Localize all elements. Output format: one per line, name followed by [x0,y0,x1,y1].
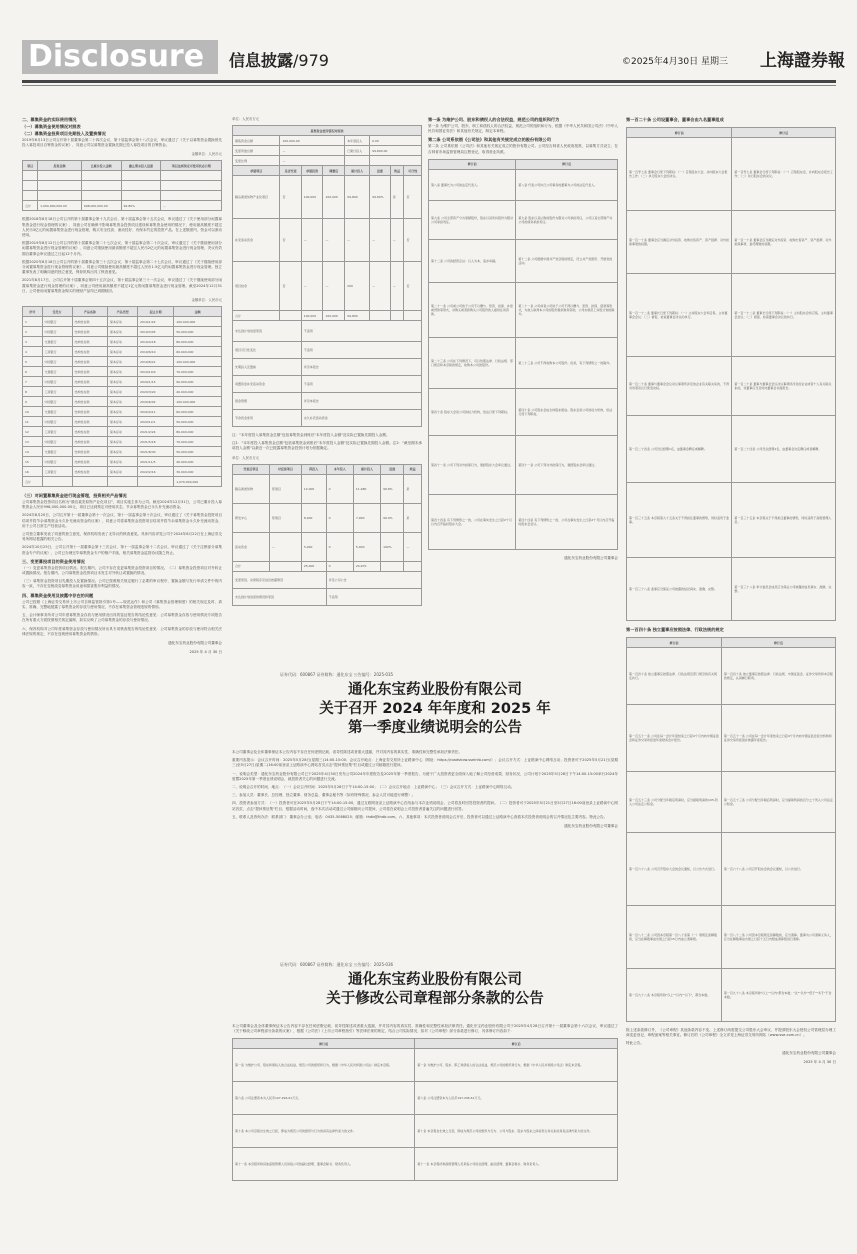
col1-heading-3: （二）募集资金投资项目先期投入及置换情况 [22,131,106,136]
announcement-2-code: 证券代码：600867 证券简称：通化东宝 公告编号：2025-036 [280,962,394,967]
announcement-1-signature: 通化东宝药业股份有限公司董事会 [564,824,618,829]
body-text: 2019年6月13日公司召开第十届董事会第二十四次会议、第十届监事会第十八次会议，审议通过了《关于以募集资金置换预先投入募投项目自筹资金的议案》，同意公司以募集资金置换先期已投入募投项目的自筹资金。 [22,138,222,148]
announcement-2-body [232,1024,618,1229]
body-text: 本公司董事会及全体董事保证本公告内容不存在任何虚假记载、误导性陈述或者重大遗漏，并对其内容的真实性、准确性和完整性承担法律责任。通化东宝药业股份有限公司于2025年4月28日召开第十一届董事会第十六次会议，审议通过了《关于修改公司章程部分条款的议案》，根据《公司法》《上市公司章程指引》等法律法规的规定，结合公司实际情况，拟对《公司章程》部分条款进行修订，具体修订内容如下： [232,1024,618,1034]
col1-heading-1: 二、募集资金的实际使用情况 [22,117,77,122]
section-title [229,48,329,71]
announcement-1-title-1: 关于召开 2024 年年度和 2025 年 [319,701,551,717]
body-text: 五、联系人及咨询办法：联系部门：董事会办公室；电话：0435-5088025；邮箱：thdb@thdb.com。六、其他事项：本次投资者说明会召开后，投资者可以通过上证路演中心查看本次投资者说明会的召开情况及主要内容。特此公告。 [232,814,608,819]
col4-amend-table: 修订前 修订后 第一百零七条 董事会行使下列职权：（一）召集股东大会，并向股东大会报告工作；（二）执行股东大会的决议。 第一百零七条 董事会行使下列职权：（一）召集股东会，并向股东会报告工作；（二）执行股东会的决议。 第一百一十条 董事会应当确定对外投资、收购出售资产、资产抵押、对外担保事项的权限。 第一百一十条 董事会应当确定对外投资、收购出售资产、资产抵押、对外担保事项、委托理财的权限。 第一百一十二条 董事长行使下列职权：（一）主持股东大会和召集、主持董事会会议；（二）督促、检查董事会决议的执行。 第一百一十二条 董事长行使下列职权：（一）主持股东会和召集、主持董事会会议；（二）督促、检查董事会决议的执行。 第一百二十条 董事与董事会会议决议事项所涉及的企业有关联关系的，不得对该项决议行使表决权。 第一百二十条 董事与董事会会议决议事项所涉及的企业或者个人有关联关系的，该董事应当及时向董事会书面报告。 第一百二十四条 公司设总经理1名，由董事会聘任或解聘。 第一百二十四条 公司设总经理1名，由董事会决定聘任或者解聘。 第一百三十五条 本章程第九十五条关于不得担任董事的情形，同时适用于监事。 第一百三十五条 本章程关于不得担任董事的情形，同时适用于高级管理人员。 第一百三十八条 监事应当保证公司披露的信息真实、准确、完整。 第一百三十八条 审计委员会成员应当保证公司披露的信息真实、准确、完整。 [626,127,836,621]
col1-signature: 通化东宝药业股份有限公司董事会 [168,640,222,645]
col1-wealth-table: 序号 受托方 产品名称 产品类型 起止日期 金额 1 中国银行 结构性存款 保本浮动 2019/1/22 100,000,000 2 中国银行 结构性存款 保本浮动 2019/3/05 50,000,000 3 交通银行 结构性存款 保本浮动 2019/4/18 80,000,000 4 工商银行 结构性存款 保本浮动 2019/6/10 60,000,000 5 中国银行 结构性存款 保本浮动 2019/8/21 100,000,000 6 交通银行 结构性存款 保本浮动 2019/10/9 70,000,000 7 中国银行 结构性存款 保本浮动 2020/1/15 90,000,000 8 工商银行 结构性存款 保本浮动 2020/3/20 40,000,000 9 中国银行 结构性存款 保本浮动 2020/6/02 100,000,000 10 交通银行 结构性存款 保本浮动 2020/9/11 60,000,000 11 中国银行 结构性存款 保本浮动 2020/12/1 50,000,000 12 工商银行 结构性存款 保本浮动 2021/2/24 80,000,000 13 中国银行 结构性存款 保本浮动 2021/5/18 70,000,000 14 交通银行 结构性存款 保本浮动 2021/8/30 50,000,000 15 中国银行 结构性存款 保本浮动 2021/11/5 40,000,000 16 工商银行 结构性存款 保本浮动 2022/2/16 30,000,000 合计 1,070,000,000 [22,306,222,487]
col1-unit-2: 金额单位：人民币元 [191,298,222,303]
body-text: 四、投资者参加方式：（一）投资者可在2025年5月28日下午14:00-15:00，通过互联网登录上证路演中心在线参与本次业绩说明会，公司将及时回答投资者的提问。（二）投资者可于2025年5月21日至5月27日16:00前登录上证路演中心网站首页，点击"提问预征集"栏目，根据活动时间，选中本次活动或通过公司邮箱向公司提问，公司将在说明会上对投资者普遍关注的问题进行回答。 [232,801,618,811]
col3-heading-1: 第一条 为维护公司、股东和债权人的合法权益，规范公司的组织和行为 [428,117,560,122]
col1-heading-5: 三、变更募投项目的资金使用情况 [22,558,85,564]
announcement-2-amend-table: 修订前 修订后 第一条 为维护公司、股东和债权人的合法权益，规范公司的组织和行为，根据《中华人民共和国公司法》制定本章程。 第一条 为维护公司、股东、职工和债权人的合法权益，规范公司的组织和行为，根据《中华人民共和国公司法》制定本章程。 第六条 公司注册资本为人民币197,296.61万元。 第六条 公司注册资本为人民币197,296.61万元。 第十条 本公司章程自生效之日起，即成为规范公司的组织与行为的具有法律约束力的文件。 第十条 本章程自生效之日起，即成为规范公司的组织与行为、公司与股东、股东与股东之间权利义务关系的具有法律约束力的文件。 第十一条 本章程所称其他高级管理人员是指公司的副总经理、董事会秘书、财务负责人。 第十一条 本章程所称高级管理人员是指公司的总经理、副总经理、董事会秘书、财务负责人。 [232,1038,618,1181]
column-2 [232,116,422,676]
col1-th-3: 截止期末投入进度 [121,161,161,171]
col2-unit-2: 单位：人民币万元 [232,455,260,460]
brand-logo: Disclosure [22,40,218,74]
body-text: （三）募集资金投资项目先期投入及置换情况。公司已按照相关规定履行了必要的审议程序，置换金额与发行申请文件中的内容一致，不存在变相改变募集资金用途和损害股东利益的情况。 [22,579,222,589]
announcement-2-headline [280,962,590,1009]
col1-td-0: 合计 [23,201,38,211]
column-4 [626,116,836,1236]
issue-date: ©2025年4月30日 星期三 [622,57,728,67]
col1-unit: 金额单位：人民币元 [191,152,222,157]
announcement-1-headline [280,672,590,738]
announcement-2-company: 通化东宝药业股份有限公司 [348,972,522,988]
masthead [0,0,857,100]
page-number: /979 [293,51,329,70]
col3-amend-table: 修订前 修订后 第八条 董事长为公司的法定代表人。 第八条 代表公司执行公司事务的董事为公司的法定代表人。 第九条 公司全部资产分为等额股份，股东以其所持股份为限对公司承担责任。 第九条 股东以其认购的股份为限对公司承担责任，公司以其全部财产对公司的债务承担责任。 第十二条 公司的经营宗旨：以人为本，追求卓越。 第十二条 公司根据中国共产党章程的规定，设立共产党组织、开展党的活动。 第二十一条 公司或公司的子公司不以赠与、垫资、担保、补偿或贷款等形式，对购买或者拟购买公司股份的人提供任何资助。 第二十一条 公司或者公司的子公司不得以赠与、垫资、担保、借款等形式，为他人取得本公司的股份提供财务资助，公司实施员工持股计划的除外。 第二十三条 公司在下列情况下，可以依照法律、行政法规、部门规章和本章程的规定，收购本公司的股份。 第二十三条 公司不得收购本公司股份。但是，有下列情形之一的除外。 第四十条 股东大会是公司的权力机构，依法行使下列职权。 第四十条 公司股东会由全体股东组成。股东会是公司的权力机构，依法行使下列职权。 第四十一条 公司下列对外担保行为，须经股东大会审议通过。 第四十一条 公司下列对外担保行为，须经股东会审议通过。 第四十四条 有下列情形之一的，公司在事实发生之日起2个月以内召开临时股东大会。 第四十四条 有下列情形之一的，公司在事实发生之日起2个月以内召开临时股东会会议。 [428,159,618,550]
body-text: 一、说明会类型：通化东宝药业股份有限公司已于2025年4月30日发布公司2024年年度报告及2025年第一季度报告，为便于广大投资者更全面深入地了解公司经营成果、财务状况，公司计划于2025年5月28日下午14:00-15:00举行2024年度暨2025年第一季度业绩说明会，就投资者关心的问题进行交流。 [232,771,618,781]
col2-change-table: 变更后项目 对应原项目 拟投入 本年投入 累计投入 进度 效益 胰岛素类似物 原项目 12,000 0 11,980 99.8% 是 研发中心 原项目 8,000 0 7,990 99.9% 是 流动资金 — 5,000 0 5,000 100% — 合计 25,000 0 24,970 变更原因、决策程序及信息披露情况 详见公司公告 未达到计划进度的情况和原因 不适用 [232,464,422,606]
body-text: 三、参加人员：董事长、总经理、独立董事、财务总监、董事会秘书等（如有特殊情况，参会人员可能进行调整）。 [232,793,416,798]
column-1 [22,116,222,1236]
body-text: 公司募集资金投资项目名称为"胰岛素类似物产业化项目"，项目实施主体为公司。截至2024年12月31日，公司已累计投入募集资金人民币998,000,000.00元，项目已达到预定可使用状态，节余募集资金已永久补充流动资金。 [22,500,222,510]
col4-signature: 通化东宝药业股份有限公司董事会 [782,1050,836,1055]
announcement-1-body [232,750,618,956]
body-text: 根据2020年8月18日公司召开的第十届董事会第三十五次会议、第十届监事会第二十七次会议，审议通过了《关于继续使用部分闲置募集资金进行现金管理的议案》，同意公司继续使用最高额度不超过人民币1.5亿元的闲置募集资金进行现金管理。独立董事发表了明确同意的独立意见，保荐机构出具了核查意见。 [22,259,222,275]
announcement-1-title-2: 第一季度业绩说明会的公告 [348,720,522,736]
col1-td-2: 998,000,000.00 [81,201,121,211]
col1-td-1: 1,000,000,000.00 [38,201,82,211]
col1-heading-6: 四、募集资金使用及披露中存在的问题 [22,592,94,598]
body-text: 2024年10月25日，公司召开第十一届董事会第十三次会议、第十一届监事会第十二次会议，审议通过了《关于注销部分募集资金专户的议案》，公司已办理完毕募集资金专户的销户手续，相关募集资金监管协议随之终止。 [22,545,222,555]
body-text: 根据2019年8月12日公司召开的第十届董事会第二十七次会议、第十届监事会第二十次会议，审议通过了《关于继续使用部分闲置募集资金进行现金管理的议案》，同意公司继续使用最高额度不超过人民币2亿元的闲置募集资金进行现金管理，决议有效期自董事会审议通过之日起12个月内。 [22,241,222,256]
col1-th-2: 已累计投入金额 [81,161,121,171]
body-text: 六、保荐机构对公司年度募集资金存放与使用情况所出具专项核查报告的结论性意见：公司募集资金的存放与使用符合相关法律法规的规定，不存在违规使用募集资金的情形。 [22,626,222,636]
column-3 [428,116,618,676]
body-text: 根据2018年8月18日公司召开的第十届董事会第十九次会议、第十届监事会第十五次会议，审议通过了《关于使用部分闲置募集资金进行现金管理的议案》，同意公司在确保不影响募集资金投资项目建设和募集资金使用的情况下，使用最高额度不超过人民币3亿元的闲置募集资金进行现金管理，购买安全性高、流动性好、有保本约定的投资产品。在上述额度内，资金可以滚动使用。 [22,217,222,238]
body-text: 本公司董事会及全体董事保证本公告内容不存在任何虚假记载、误导性陈述或者重大遗漏，并对其内容的真实性、准确性和完整性承担法律责任。 [232,750,462,754]
col4-signature-date: 2025 年 4 月 30 日 [803,1059,836,1064]
masthead-rule [22,80,836,83]
col3-signature: 通化东宝药业股份有限公司董事会 [564,555,618,560]
col1-signature-date: 2025 年 4 月 30 日 [189,649,222,654]
body-text: 2024年8月20日，公司召开第十一届董事会第十一次会议、第十一届监事会第十次会议，审议通过了《关于募集资金投资项目结项并将节余募集资金永久补充流动资金的议案》，同意公司将募集资金投资项目结项并将节余募集资金永久补充流动资金，用于公司日常生产经营活动。 [22,513,222,528]
body-text: 重要内容提示：会议召开时间：2025年5月28日(星期三)14:00-15:00；会议召开地点：上海证券交易所上证路演中心（网址：https://roadshow.sseinfo.com/）；会议召开方式：上证路演中心网络互动；投资者可于2025年5月21日(星期三)至5月27日(星期二)16:00前登录上证路演中心网站首页点击"提问预征集"栏目或通过公司邮箱进行提问。 [232,758,618,768]
col4-heading-2: 第一百四十条 独立董事应按照法律、行政法规的规定 [626,627,724,632]
body-text: 公司独立董事发表了同意的独立意见，保荐机构发表了无异议的核查意见。具体内容详见公司于2024年8月22日在上海证券交易所网站披露的相关公告。 [22,532,222,542]
body-text: 二、说明会召开的时间、地点：（一）会议召开时间：2025年5月28日下午14:00-15:00；（二）会议召开地点：上证路演中心；（三）会议召开方式：上证路演中心网络互动。 [232,785,515,790]
col1-th-4: 项目达到预定可使用状态日期 [161,161,222,171]
col2-table-title: 募集资金使用情况对照表 [233,126,422,136]
col3-heading-2: 第二条 公司系依照《公司法》和其他有关规定成立的股份有限公司 [428,137,551,143]
announcement-1-code: 证券代码：600867 证券简称：通化东宝 公告编号：2025-035 [280,672,394,677]
body-text: 2021年8月17日，公司召开第十届董事会第四十五次会议、第十届监事会第三十一次会议，审议通过了《关于继续使用部分闲置募集资金进行现金管理的议案》，同意公司使用最高额度不超过1亿元的闲置募集资金进行现金管理。截至2024年12月31日，公司使用闲置募集资金购买的理财产品均已到期赎回。 [22,278,222,293]
col1-td-3: 99.80% [121,201,161,211]
col1-th-1: 投资总额 [38,161,82,171]
body-text: 五、会计师事务所对公司年度募集资金存放与使用情况出具的鉴证报告的结论性意见：公司募集资金存放与使用情况专项报告在所有重大方面按照相关规定编制，如实反映了公司募集资金的存放与使用情况。 [22,613,222,623]
announcement-2-title-1: 关于修改公司章程部分条款的公告 [326,991,544,1007]
col2-note: 注："本年度投入募集资金总额"包括募集资金到账后"本年度投入金额"及实际已置换先期投入金额。 [232,433,390,437]
body-text: 除上述条款修订外，《公司章程》其他条款内容不变。上述修订尚需提交公司股东大会审议，并提请股东大会授权公司管理层办理工商变更登记、章程备案等相关事宜。修订后的《公司章程》全文详见上海证券交易所网站（www.sse.com.cn）。 [626,1028,836,1038]
col4-amend-table-2: 修订前 修订后 第一百四十条 独立董事应按照法律、行政法规及部门规章的有关规定执行。 第一百四十条 独立董事应按照法律、行政法规、中国证监会、证券交易所和本章程的规定，认真履行职责。 第一百五十一条 公司在每一会计年度结束之日起4个月内向中国证监会和证券交易所报送年度财务会计报告。 第一百五十一条 公司在每一会计年度结束之日起4个月内向中国证监会派出机构和证券交易所报送并披露年度报告。 第一百五十三条 公司分配当年税后利润时，应当提取利润的10%列入公司法定公积金。 第一百五十三条 公司分配当年税后利润时，应当提取利润的百分之十列入公司法定公积金。 第一百六十八条 公司召开股东大会的会议通知，以公告方式进行。 第一百六十八条 公司召开股东会的会议通知，以公告进行。 第一百八十二条 公司因本章程第一百八十条第（一）项规定而解散的，应当在解散事由出现之日起15日内成立清算组。 第一百八十二条 公司因本章程规定而解散的，应当清算。董事为公司清算义务人，应当在解散事由出现之日起十五日内组成清算组进行清算。 第一百九十八条 本章程所称"以上""以内""以下"，都含本数。 第一百九十八条 本章程所称"以上""以内"都含本数；"过""以外""低于""多于"不含本数。 [626,637,836,1022]
body-text: 公司已按照《上海证券交易所上市公司自律监管指引第1号——规范运作》和公司《募集资金管理制度》的相关规定及时、真实、准确、完整地披露了募集资金的存放与使用情况，不存在募集资金管理违规的情形。 [22,599,222,609]
col1-heading-4: （三）对闲置募集资金进行现金管理，投资相关产品情况 [22,493,127,499]
col2-unit: 单位：人民币万元 [232,117,260,121]
col2-usage-table: 募集资金使用情况对照表 募集资金总额 100,000.00 本年度投入 0.00 变更用途总额 — 已累计投入 99,800.00 变更比例 — 承诺项目 是否变更 承诺投资 调整后 累计投入 进度 效益 可行性 胰岛素类似物产业化项目 否 100,000 100,000 99,800 99.80% 是 否 补充流动资金 否 — — — — — 否 项目结余 否 — — 200 — — 否 合计 100,000 100,000 99,800 未达到计划进度原因 不适用 项目可行性变化 不适用 先期投入及置换 详见本报告 闲置资金补充流动资金 不适用 现金管理 详见本报告 节余资金使用 永久补充流动资金 [232,125,422,427]
section-name: 信息披露 [229,51,294,70]
body-text: 注1："本年度投入募集资金总额"包括募集资金到账后"本年度投入金额"及实际已置换先期投入金额。注2："截至期末承诺投入金额"以最近一次已披露募集资金投资计划为依据确定。 [232,441,422,451]
col1-th-0: 项目 [23,161,38,171]
col4-heading-1: 第一百二十条 公司设董事会，董事会由九名董事组成 [626,117,724,122]
col1-summary-table [22,160,222,211]
col1-td-4: -- [161,201,222,211]
newspaper-name: 上海證券報 [760,51,845,71]
announcement-1-company: 通化东宝药业股份有限公司 [348,682,522,698]
body-text: 特此公告。 [626,1041,644,1046]
masthead-rule-thin [22,85,836,86]
body-text: 第一条 为维护公司、股东、职工和债权人的合法权益，规范公司的组织和行为，根据《中华人民共和国公司法》《中华人民共和国证券法》和其他有关规定，制定本章程。 [428,124,618,134]
col1-heading-2: （一）募集资金使用情况对照表 [22,124,81,129]
body-text: （一）变更募集资金投资项目情况。报告期内，公司不存在变更募集资金投资项目的情况。（二）募集资金投资项目对外转让或置换情况。报告期内，公司募集资金投资项目未发生对外转让或置换的情况。 [22,565,222,576]
body-text: 第二条 公司系依照《公司法》和其他有关规定成立的股份有限公司。公司经吉林省人民政府批准，以募集方式设立；在吉林省市场监督管理局注册登记，取得营业执照。 [428,144,618,154]
